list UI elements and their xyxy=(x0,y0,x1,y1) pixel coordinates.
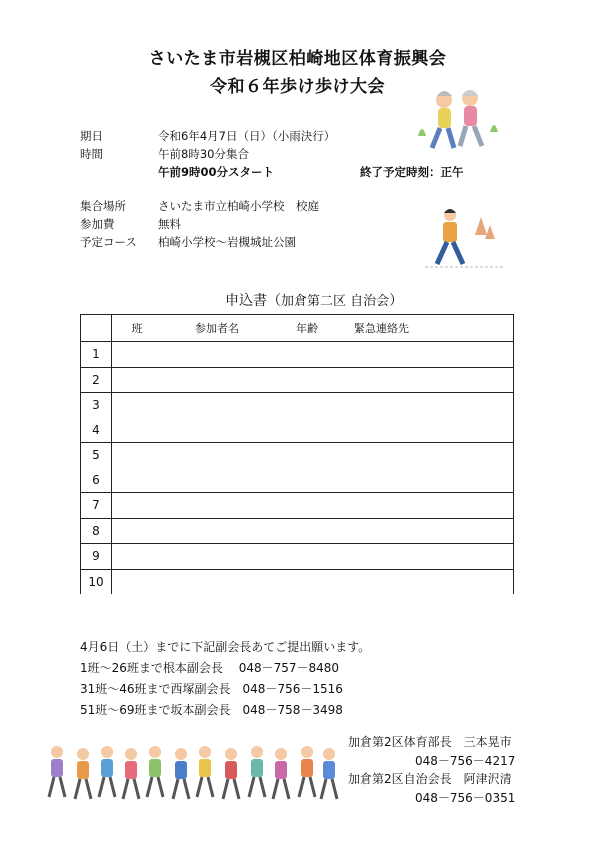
application-table xyxy=(80,314,514,594)
place-label: 集合場所 xyxy=(80,199,126,213)
table-row[interactable] xyxy=(81,418,514,443)
row-entry[interactable] xyxy=(112,493,514,519)
row-number: 8 xyxy=(81,518,112,544)
row-number: 10 xyxy=(81,569,112,594)
time-value-gather: 午前8時30分集合 xyxy=(158,147,249,161)
walkers-group-illustration xyxy=(45,742,340,804)
row-number: 4 xyxy=(81,418,112,443)
header-age: 年齢 xyxy=(272,315,342,342)
row-entry[interactable] xyxy=(112,518,514,544)
application-title-suffix: ） xyxy=(389,293,404,309)
notice-line: 51班～69班まで坂本副会長 048－758－3498 xyxy=(80,703,343,717)
row-entry[interactable] xyxy=(112,544,514,570)
table-row[interactable] xyxy=(81,468,514,493)
row-number: 1 xyxy=(81,342,112,368)
title-line1: さいたま市岩槻区柏崎地区体育振興会 xyxy=(148,49,447,69)
application-title-org: 加倉第二区 自治会 xyxy=(281,294,390,309)
fee-value: 無料 xyxy=(158,217,181,231)
contact-chair-phone: 048－756－0351 xyxy=(415,791,516,805)
header-emergency-contact: 緊急連絡先 xyxy=(342,315,514,342)
time-label: 時間 xyxy=(80,147,103,161)
contact-chair: 加倉第2区自治会長 阿津沢清 xyxy=(348,772,512,786)
header-group: 班 xyxy=(112,315,163,342)
notice-line: 1班～26班まで根本副会長 048－757－8480 xyxy=(80,661,340,675)
title-line2: 令和６年歩け歩け大会 xyxy=(210,77,385,97)
walker-illustration xyxy=(425,205,505,270)
row-entry[interactable] xyxy=(112,468,514,493)
table-row[interactable] xyxy=(81,518,514,544)
table-row[interactable] xyxy=(81,342,514,368)
contact-sports-head: 加倉第2区体育部長 三本晃市 xyxy=(348,735,512,749)
application-title-prefix: 申込書（ xyxy=(225,293,281,309)
date-value: 令和6年4月7日（日）（小雨決行） xyxy=(158,129,336,143)
fee-label: 参加費 xyxy=(80,217,115,231)
row-entry[interactable] xyxy=(112,569,514,594)
row-entry[interactable] xyxy=(112,443,514,468)
row-entry[interactable] xyxy=(112,342,514,368)
row-entry[interactable] xyxy=(112,367,514,393)
place-value: さいたま市立柏崎小学校 校庭 xyxy=(158,199,319,213)
table-row[interactable] xyxy=(81,544,514,570)
notice-line: 31班～46班まで西塚副会長 048－756－1516 xyxy=(80,682,343,696)
application-title xyxy=(225,290,403,310)
row-number: 5 xyxy=(81,443,112,468)
row-entry[interactable] xyxy=(112,393,514,418)
header-participant-name: 参加者名 xyxy=(162,315,272,342)
contact-sports-head-phone: 048－756－4217 xyxy=(415,754,516,768)
table-row[interactable] xyxy=(81,569,514,594)
course-label: 予定コース xyxy=(80,235,137,249)
row-entry[interactable] xyxy=(112,418,514,443)
row-number: 3 xyxy=(81,393,112,418)
table-header-row xyxy=(81,315,514,342)
end-time: 終了予定時刻：正午 xyxy=(360,165,464,179)
table-row[interactable] xyxy=(81,493,514,519)
course-value: 柏崎小学校～岩槻城址公園 xyxy=(158,235,296,249)
time-value-start: 午前9時00分スタート xyxy=(158,165,275,179)
row-number: 6 xyxy=(81,468,112,493)
row-number: 2 xyxy=(81,367,112,393)
date-label: 期日 xyxy=(80,129,103,143)
table-row[interactable] xyxy=(81,443,514,468)
row-number: 9 xyxy=(81,544,112,570)
walking-couple-illustration xyxy=(412,86,502,156)
header-number xyxy=(81,315,112,342)
table-row[interactable] xyxy=(81,393,514,418)
row-number: 7 xyxy=(81,493,112,519)
table-row[interactable] xyxy=(81,367,514,393)
notice-line: 4月6日（土）までに下記副会長あてご提出願います。 xyxy=(80,640,371,654)
